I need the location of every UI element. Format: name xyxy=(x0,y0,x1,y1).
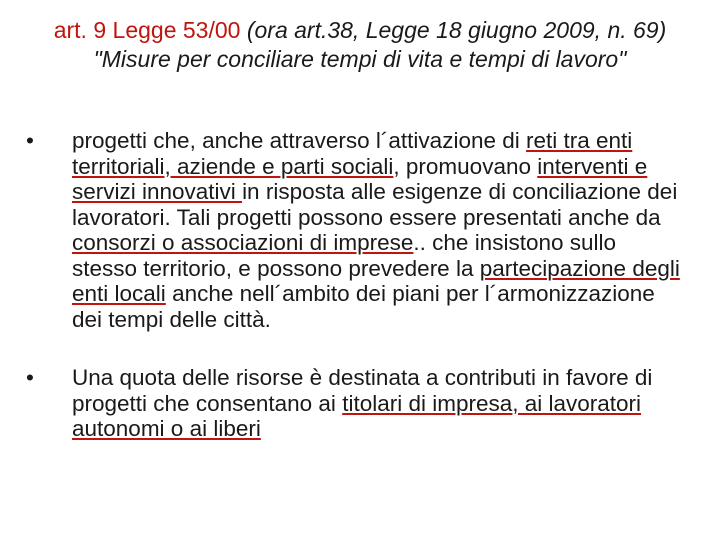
law-title-quote: "Misure per conciliare tempi di vita e tempi di lavoro" xyxy=(93,46,627,72)
underlined-phrase: titolari di impresa, ai lavoratori autonomi o ai liberi xyxy=(72,390,642,441)
underlined-phrase: partecipazione degli enti locali xyxy=(72,255,680,306)
underlined-phrase: interventi e servizi innovativi xyxy=(72,153,648,204)
bullet-text: Una quota delle risorse è destinata a contributi in favore di progetti che consentano ai xyxy=(72,365,653,416)
law-update-note: (ora art.38, Legge 18 giugno 2009, n. 69) xyxy=(246,17,667,43)
underlined-phrase: consorzi o associazioni di imprese xyxy=(72,230,414,255)
bullet-list xyxy=(22,128,682,442)
slide-title xyxy=(20,16,700,74)
bullet-icon: • xyxy=(26,128,34,153)
law-reference: art. 9 Legge 53/00 xyxy=(53,17,241,43)
bullet-text: , promuovano xyxy=(393,153,538,179)
bullet-text: anche nell´ambito dei piani per l´armonizzazione dei tempi delle città. xyxy=(72,281,655,332)
underlined-phrase: reti tra enti territoriali, aziende e parti sociali xyxy=(72,128,633,179)
bullet-text: progetti che, anche attraverso l´attivazione di xyxy=(72,128,526,153)
bullet-icon: • xyxy=(26,365,34,390)
bullet-text: .. che insistono sullo stesso territorio, e possono prevedere la xyxy=(72,230,617,281)
bullet-item-projects xyxy=(22,128,682,332)
bullet-item-funding xyxy=(22,365,682,442)
bullet-text: in risposta alle esigenze di conciliazione dei lavoratori. Tali progetti possono essere presentati anche da xyxy=(72,179,678,230)
